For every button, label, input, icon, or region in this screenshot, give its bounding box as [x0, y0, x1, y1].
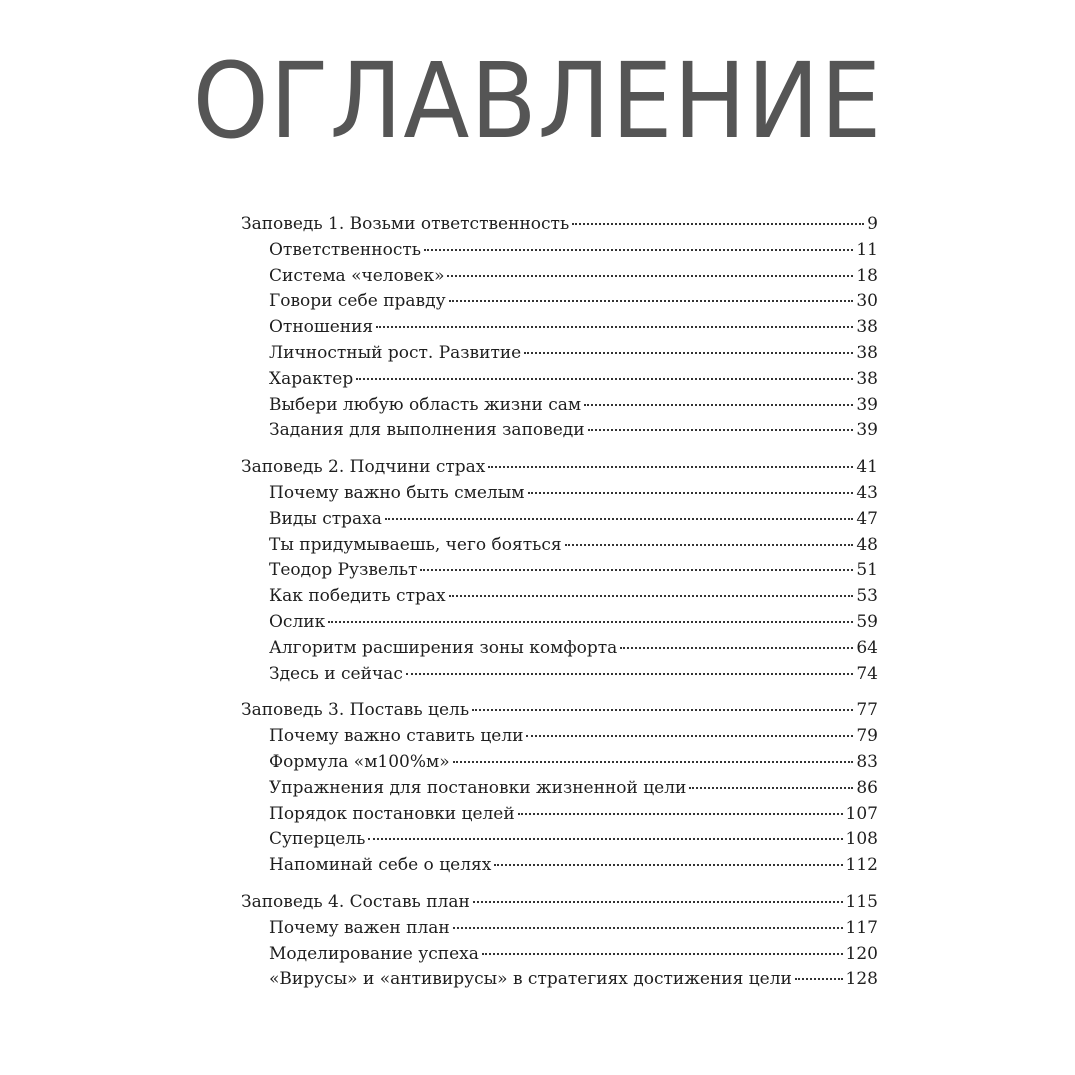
toc-subentry	[241, 418, 878, 444]
toc-subentry	[241, 853, 878, 879]
toc-subentry	[241, 507, 878, 533]
toc-subentry	[241, 750, 878, 776]
toc-subentry	[241, 827, 878, 853]
toc-page-number: 120	[845, 943, 878, 964]
toc-chapter-heading	[241, 698, 878, 724]
toc-subentry	[241, 341, 878, 367]
toc-page-number: 38	[856, 342, 878, 363]
toc-section	[241, 212, 878, 444]
toc-page-number: 41	[856, 457, 878, 478]
toc-page-number: 115	[845, 891, 878, 912]
table-of-contents	[241, 212, 878, 1004]
toc-subentry	[241, 724, 878, 750]
toc-subentry	[241, 481, 878, 507]
dot-leader	[528, 492, 854, 494]
toc-page-number: 39	[856, 394, 878, 415]
dot-leader	[584, 404, 853, 406]
toc-subentry	[241, 289, 878, 315]
dot-leader	[494, 864, 842, 866]
toc-subentry	[241, 610, 878, 636]
dot-leader	[420, 569, 853, 571]
toc-subentry	[241, 315, 878, 341]
dot-leader	[526, 735, 853, 737]
toc-entry-title: Здесь и сейчас	[269, 663, 403, 684]
toc-entry-title: Заповедь 2. Подчини страх	[241, 457, 486, 478]
toc-page-number: 48	[856, 534, 878, 555]
toc-page-number: 59	[856, 611, 878, 632]
toc-page-number: 53	[856, 586, 878, 607]
dot-leader	[472, 709, 853, 711]
page-title: ОГЛАВЛЕНИЕ	[192, 40, 883, 162]
dot-leader	[518, 813, 843, 815]
toc-entry-title: Заповедь 1. Возьми ответственность	[241, 214, 570, 234]
toc-subentry	[241, 264, 878, 290]
toc-subentry	[241, 662, 878, 688]
dot-leader	[453, 761, 854, 763]
dot-leader	[524, 352, 853, 354]
toc-entry-title: Говори себе правду	[269, 291, 446, 312]
dot-leader	[376, 326, 853, 328]
toc-entry-title: Теодор Рузвельт	[269, 560, 418, 581]
toc-page-number: 47	[856, 508, 878, 529]
toc-entry-title: Упражнения для постановки жизненной цели	[269, 777, 687, 798]
toc-section	[241, 455, 878, 687]
toc-subentry	[241, 636, 878, 662]
dot-leader	[488, 466, 853, 468]
toc-entry-title: Система «человек»	[269, 265, 445, 286]
toc-entry-title: Моделирование успеха	[269, 943, 479, 964]
toc-page-number: 86	[856, 777, 878, 798]
toc-entry-title: Порядок постановки целей	[269, 803, 515, 824]
toc-page-number: 64	[856, 637, 878, 658]
toc-page-number: 18	[856, 265, 878, 286]
toc-page-number: 30	[856, 291, 878, 312]
dot-leader	[449, 300, 854, 302]
toc-entry-title: Алгоритм расширения зоны комфорта	[269, 637, 618, 658]
toc-section	[241, 890, 878, 993]
dot-leader	[356, 378, 853, 380]
dot-leader	[424, 249, 853, 251]
toc-page-number: 74	[856, 663, 878, 684]
toc-page-number: 38	[856, 317, 878, 338]
toc-subentry	[241, 367, 878, 393]
dot-leader	[689, 787, 853, 789]
toc-chapter-heading	[241, 890, 878, 916]
toc-subentry	[241, 533, 878, 559]
dot-leader	[565, 544, 854, 546]
toc-page-number: 107	[845, 803, 878, 824]
toc-entry-title: «Вирусы» и «антивирусы» в стратегиях достижения цели	[269, 969, 792, 990]
toc-page-number: 79	[856, 726, 878, 747]
toc-section	[241, 698, 878, 879]
dot-leader	[473, 901, 843, 903]
toc-entry-title: Ослик	[269, 611, 326, 632]
toc-entry-title: Почему важно быть смелым	[269, 482, 525, 503]
toc-page-number: 128	[845, 969, 878, 990]
toc-entry-title: Характер	[269, 368, 354, 389]
toc-subentry	[241, 802, 878, 828]
toc-page-number: 77	[856, 700, 878, 721]
toc-entry-title: Как победить страх	[269, 586, 446, 607]
toc-subentry	[241, 942, 878, 968]
toc-entry-title: Напоминай себе о целях	[269, 855, 492, 876]
dot-leader	[449, 595, 854, 597]
dot-leader	[328, 621, 853, 623]
toc-subentry	[241, 967, 878, 993]
toc-page-number: 39	[856, 420, 878, 441]
dot-leader	[572, 223, 864, 225]
dot-leader	[453, 927, 843, 929]
dot-leader	[368, 838, 842, 840]
toc-page-number: 83	[856, 751, 878, 772]
dot-leader	[385, 518, 853, 520]
toc-subentry	[241, 393, 878, 419]
toc-subentry	[241, 776, 878, 802]
toc-entry-title: Выбери любую область жизни сам	[269, 394, 582, 415]
toc-page-number: 9	[867, 214, 878, 234]
toc-page-number: 11	[856, 239, 878, 260]
toc-page-number: 112	[845, 855, 878, 876]
toc-entry-title: Почему важен план	[269, 917, 450, 938]
toc-subentry	[241, 558, 878, 584]
toc-page-number: 43	[856, 482, 878, 503]
dot-leader	[406, 673, 854, 675]
toc-subentry	[241, 916, 878, 942]
dot-leader	[620, 647, 853, 649]
toc-page-number: 117	[845, 917, 878, 938]
toc-chapter-heading	[241, 212, 878, 238]
toc-entry-title: Заповедь 3. Поставь цель	[241, 700, 470, 721]
toc-subentry	[241, 238, 878, 264]
toc-page-number: 51	[856, 560, 878, 581]
toc-entry-title: Формула «м100%м»	[269, 751, 450, 772]
toc-entry-title: Суперцель	[269, 829, 366, 850]
dot-leader	[482, 953, 843, 955]
toc-entry-title: Отношения	[269, 317, 374, 338]
toc-subentry	[241, 584, 878, 610]
toc-entry-title: Почему важно ставить цели	[269, 726, 524, 747]
dot-leader	[588, 429, 854, 431]
dot-leader	[447, 275, 853, 277]
toc-entry-title: Виды страха	[269, 508, 382, 529]
toc-page-number: 108	[845, 829, 878, 850]
toc-page-number: 38	[856, 368, 878, 389]
toc-entry-title: Ответственность	[269, 239, 422, 260]
toc-entry-title: Личностный рост. Развитие	[269, 342, 522, 363]
toc-entry-title: Заповедь 4. Составь план	[241, 891, 470, 912]
toc-entry-title: Ты придумываешь, чего бояться	[269, 534, 562, 555]
toc-chapter-heading	[241, 455, 878, 481]
toc-entry-title: Задания для выполнения заповеди	[269, 420, 585, 441]
dot-leader	[795, 978, 843, 980]
